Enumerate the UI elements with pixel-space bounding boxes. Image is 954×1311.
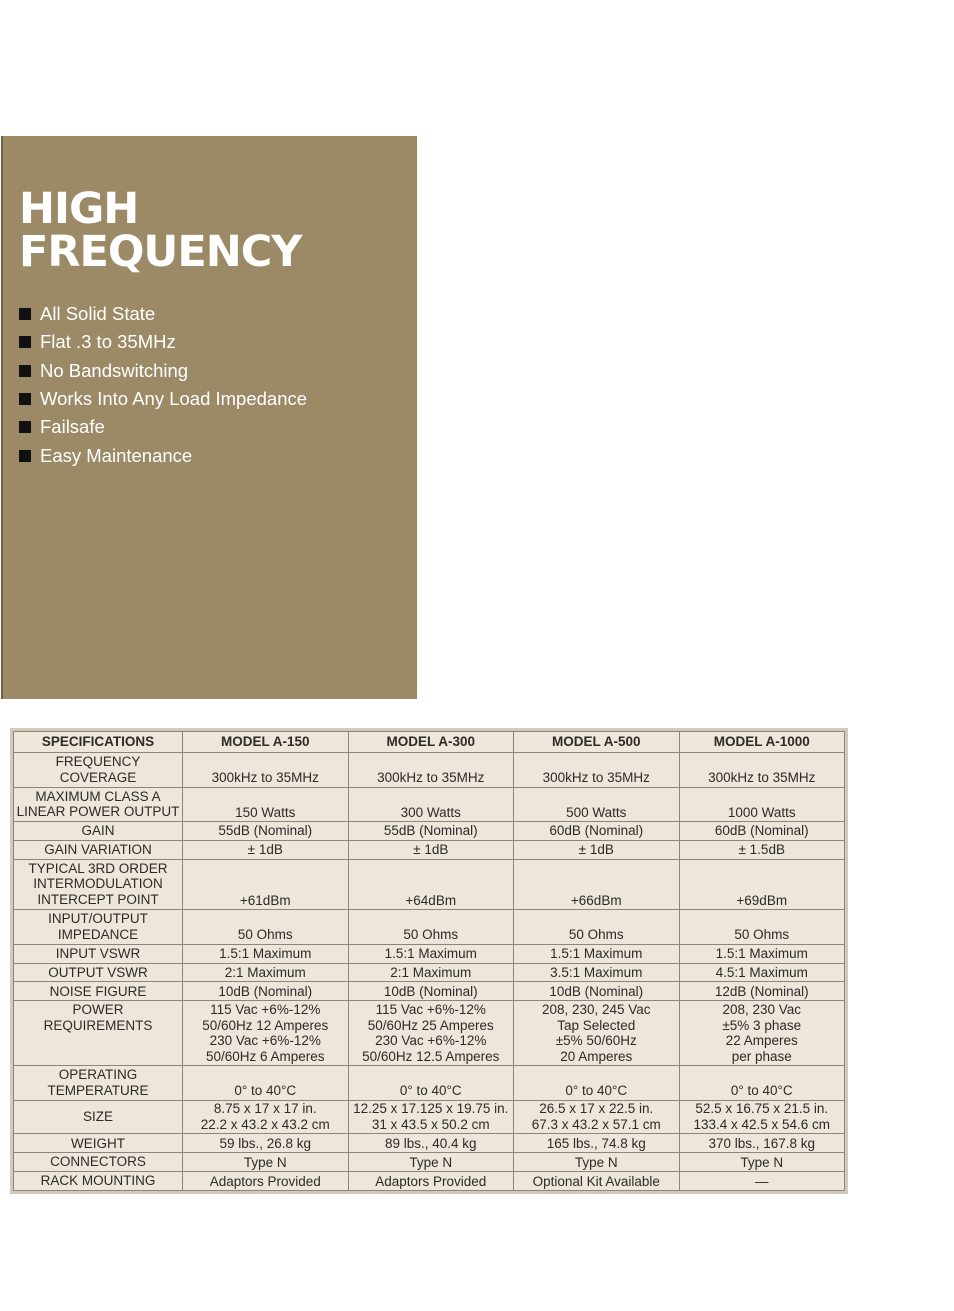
spec-label-cell bbox=[14, 1100, 183, 1134]
spec-value-cell bbox=[348, 1066, 514, 1101]
spec-value-line: 115 Vac +6%-12% bbox=[210, 1002, 321, 1018]
spec-value-cell bbox=[183, 822, 349, 841]
spec-value-line: +66dBm bbox=[570, 892, 622, 908]
spec-value-line: 26.5 x 17 x 22.5 in. bbox=[539, 1101, 654, 1117]
feature-item bbox=[19, 300, 307, 328]
table-row bbox=[14, 1066, 845, 1101]
square-bullet-icon bbox=[19, 336, 31, 348]
table-row bbox=[14, 787, 845, 822]
spec-value-line: +64dBm bbox=[405, 892, 457, 908]
spec-value-line: +69dBm bbox=[736, 892, 788, 908]
spec-value-line: 67.3 x 43.2 x 57.1 cm bbox=[531, 1116, 661, 1132]
square-bullet-icon bbox=[19, 450, 31, 462]
feature-item bbox=[19, 441, 307, 469]
spec-value-cell bbox=[679, 859, 845, 909]
spec-value-line: ± 1dB bbox=[413, 842, 449, 858]
spec-value-cell bbox=[348, 1001, 514, 1066]
spec-value-line: 208, 230, 245 Vac bbox=[541, 1002, 651, 1018]
header-cell: MODEL A-300 bbox=[348, 732, 514, 753]
spec-label-line: CONNECTORS bbox=[50, 1154, 146, 1170]
spec-value-line: 8.75 x 17 x 17 in. bbox=[213, 1101, 317, 1117]
spec-value-cell bbox=[514, 1134, 680, 1153]
spec-value-line: ±5% 50/60Hz bbox=[555, 1033, 637, 1049]
specifications-table bbox=[13, 731, 845, 1191]
table-row bbox=[14, 859, 845, 909]
spec-value-line: 31 x 43.5 x 50.2 cm bbox=[371, 1116, 490, 1132]
spec-value-cell bbox=[348, 1172, 514, 1191]
spec-value-line: 300 Watts bbox=[400, 804, 461, 820]
spec-value-cell bbox=[514, 910, 680, 945]
spec-value-line: 60dB (Nominal) bbox=[549, 823, 644, 839]
spec-value-cell bbox=[348, 1100, 514, 1134]
spec-value-cell bbox=[183, 910, 349, 945]
spec-label-line: TEMPERATURE bbox=[47, 1082, 149, 1098]
spec-value-cell bbox=[514, 822, 680, 841]
spec-label-line: INPUT/OUTPUT bbox=[48, 911, 148, 927]
table-row bbox=[14, 944, 845, 963]
spec-value-line: 50 Ohms bbox=[237, 927, 293, 943]
feature-text: All Solid State bbox=[40, 303, 156, 325]
spec-value-line: 12.25 x 17.125 x 19.75 in. bbox=[353, 1101, 509, 1117]
spec-label-cell bbox=[14, 753, 183, 788]
spec-label-cell bbox=[14, 963, 183, 982]
spec-value-cell bbox=[514, 1100, 680, 1134]
spec-label-line: RACK MOUNTING bbox=[40, 1173, 156, 1189]
spec-label-cell bbox=[14, 982, 183, 1001]
square-bullet-icon bbox=[19, 421, 31, 433]
headline bbox=[19, 184, 302, 277]
spec-value-line: Type N bbox=[574, 1154, 618, 1170]
header-cell: MODEL A-1000 bbox=[679, 732, 845, 753]
square-bullet-icon bbox=[19, 308, 31, 320]
spec-value-line: Type N bbox=[740, 1154, 784, 1170]
feature-text: No Bandswitching bbox=[40, 359, 189, 381]
spec-value-cell bbox=[348, 753, 514, 788]
spec-value-line: per phase bbox=[731, 1048, 792, 1064]
feature-text: Flat .3 to 35MHz bbox=[40, 331, 176, 353]
spec-label-cell bbox=[14, 822, 183, 841]
spec-value-line: 59 lbs., 26.8 kg bbox=[219, 1135, 312, 1151]
spec-label-line: WEIGHT bbox=[71, 1135, 125, 1151]
spec-value-cell bbox=[183, 1153, 349, 1172]
spec-value-cell bbox=[183, 1066, 349, 1101]
feature-text: Works Into Any Load Impedance bbox=[40, 388, 308, 410]
headline-line: FREQUENCY bbox=[19, 227, 302, 277]
header-cell: SPECIFICATIONS bbox=[14, 732, 183, 753]
square-bullet-icon bbox=[19, 365, 31, 377]
spec-label-cell bbox=[14, 859, 183, 909]
spec-value-cell bbox=[183, 1001, 349, 1066]
spec-value-cell bbox=[348, 787, 514, 822]
spec-value-line: 1.5:1 Maximum bbox=[550, 946, 643, 962]
spec-label-cell bbox=[14, 1134, 183, 1153]
spec-label-line: INPUT VSWR bbox=[55, 945, 141, 961]
spec-value-cell bbox=[679, 963, 845, 982]
feature-item bbox=[19, 357, 307, 385]
spec-value-line: Type N bbox=[243, 1154, 287, 1170]
spec-value-cell bbox=[679, 944, 845, 963]
table-row bbox=[14, 1134, 845, 1153]
spec-value-cell bbox=[679, 787, 845, 822]
spec-label-cell bbox=[14, 944, 183, 963]
spec-value-line: 50/60Hz 12 Amperes bbox=[202, 1017, 329, 1033]
spec-label-line: REQUIREMENTS bbox=[43, 1017, 153, 1033]
feature-list bbox=[19, 300, 307, 470]
spec-value-line: Tap Selected bbox=[557, 1017, 636, 1033]
spec-value-line: 2:1 Maximum bbox=[224, 964, 306, 980]
spec-label-line: COVERAGE bbox=[59, 769, 137, 785]
feature-text: Failsafe bbox=[40, 416, 105, 438]
spec-value-cell bbox=[183, 840, 349, 859]
spec-value-cell bbox=[514, 944, 680, 963]
spec-value-cell bbox=[348, 910, 514, 945]
spec-label-line: INTERCEPT POINT bbox=[37, 891, 159, 907]
spec-value-cell bbox=[348, 1134, 514, 1153]
spec-value-line: ±5% 3 phase bbox=[722, 1017, 802, 1033]
spec-value-cell bbox=[348, 1153, 514, 1172]
spec-value-cell bbox=[679, 1153, 845, 1172]
spec-value-line: 230 Vac +6%-12% bbox=[209, 1033, 321, 1049]
spec-value-cell bbox=[514, 753, 680, 788]
spec-value-line: 50 Ohms bbox=[568, 927, 624, 943]
spec-label-line: SIZE bbox=[82, 1109, 113, 1125]
spec-value-line: 10dB (Nominal) bbox=[383, 983, 478, 999]
table-header-row bbox=[14, 732, 845, 753]
spec-value-cell bbox=[679, 1172, 845, 1191]
brochure-cover-panel bbox=[1, 136, 417, 699]
spec-value-cell bbox=[679, 982, 845, 1001]
spec-value-cell bbox=[183, 1134, 349, 1153]
spec-value-cell bbox=[514, 963, 680, 982]
square-bullet-icon bbox=[19, 393, 31, 405]
table-row bbox=[14, 840, 845, 859]
spec-value-line: 300kHz to 35MHz bbox=[211, 770, 319, 786]
spec-value-line: 370 lbs., 167.8 kg bbox=[708, 1135, 816, 1151]
spec-value-line: 1.5:1 Maximum bbox=[384, 946, 477, 962]
spec-value-cell bbox=[348, 963, 514, 982]
spec-label-line: OUTPUT VSWR bbox=[48, 964, 148, 980]
table-row bbox=[14, 963, 845, 982]
spec-value-line: 1.5:1 Maximum bbox=[219, 946, 312, 962]
spec-value-cell bbox=[183, 859, 349, 909]
spec-value-cell bbox=[679, 1100, 845, 1134]
spec-value-cell bbox=[679, 840, 845, 859]
table-row bbox=[14, 1001, 845, 1066]
spec-value-cell bbox=[514, 1172, 680, 1191]
table-row bbox=[14, 1153, 845, 1172]
table-row bbox=[14, 1100, 845, 1134]
spec-value-line: Optional Kit Available bbox=[532, 1173, 660, 1189]
spec-value-line: 0° to 40°C bbox=[565, 1083, 628, 1099]
spec-value-line: 12dB (Nominal) bbox=[714, 983, 809, 999]
spec-label-cell bbox=[14, 787, 183, 822]
spec-value-line: 208, 230 Vac bbox=[722, 1002, 802, 1018]
spec-value-cell bbox=[183, 787, 349, 822]
spec-value-line: 230 Vac +6%-12% bbox=[375, 1033, 487, 1049]
spec-label-line: INTERMODULATION bbox=[33, 876, 163, 892]
spec-value-line: 115 Vac +6%-12% bbox=[375, 1002, 486, 1018]
spec-value-cell bbox=[348, 840, 514, 859]
spec-value-line: 60dB (Nominal) bbox=[714, 823, 809, 839]
spec-value-line: 1.5:1 Maximum bbox=[715, 946, 808, 962]
spec-label-line: OPERATING bbox=[58, 1067, 138, 1083]
table-body bbox=[14, 753, 845, 1191]
table-row bbox=[14, 753, 845, 788]
spec-value-line: 55dB (Nominal) bbox=[383, 823, 478, 839]
spec-value-cell bbox=[514, 1066, 680, 1101]
feature-item bbox=[19, 328, 307, 356]
spec-value-line: 300kHz to 35MHz bbox=[377, 770, 485, 786]
spec-value-line: — bbox=[755, 1173, 769, 1189]
spec-value-line: 2:1 Maximum bbox=[390, 964, 472, 980]
headline-line: HIGH bbox=[19, 184, 139, 234]
table-row bbox=[14, 910, 845, 945]
spec-value-line: Type N bbox=[409, 1154, 453, 1170]
spec-value-line: 500 Watts bbox=[566, 804, 627, 820]
spec-label-line: GAIN bbox=[81, 823, 115, 839]
spec-label-cell bbox=[14, 1172, 183, 1191]
spec-value-cell bbox=[679, 1066, 845, 1101]
spec-value-cell bbox=[514, 1001, 680, 1066]
spec-value-line: 10dB (Nominal) bbox=[218, 983, 313, 999]
spec-value-line: 89 lbs., 40.4 kg bbox=[384, 1135, 477, 1151]
spec-value-line: Adaptors Provided bbox=[209, 1173, 321, 1189]
spec-value-cell bbox=[183, 982, 349, 1001]
spec-label-line: FREQUENCY bbox=[55, 754, 141, 769]
spec-value-line: 10dB (Nominal) bbox=[549, 983, 644, 999]
spec-value-line: 52.5 x 16.75 x 21.5 in. bbox=[695, 1101, 829, 1117]
spec-value-cell bbox=[348, 859, 514, 909]
spec-value-cell bbox=[514, 982, 680, 1001]
spec-value-line: 300kHz to 35MHz bbox=[708, 770, 816, 786]
spec-value-line: ± 1dB bbox=[247, 842, 283, 858]
spec-value-line: 50 Ohms bbox=[734, 927, 790, 943]
spec-value-line: 0° to 40°C bbox=[730, 1083, 793, 1099]
spec-value-line: 22.2 x 43.2 x 43.2 cm bbox=[200, 1116, 330, 1132]
spec-label-line: IMPEDANCE bbox=[57, 926, 139, 942]
spec-value-line: ± 1dB bbox=[578, 842, 614, 858]
spec-label-line: NOISE FIGURE bbox=[49, 983, 147, 999]
spec-value-line: 22 Amperes bbox=[725, 1033, 798, 1049]
spec-label-cell bbox=[14, 840, 183, 859]
spec-value-line: 0° to 40°C bbox=[234, 1083, 297, 1099]
spec-value-line: 50/60Hz 25 Amperes bbox=[367, 1017, 494, 1033]
spec-label-cell bbox=[14, 910, 183, 945]
spec-value-cell bbox=[348, 982, 514, 1001]
spec-label-line: LINEAR POWER OUTPUT bbox=[16, 804, 180, 820]
spec-value-line: 20 Amperes bbox=[560, 1048, 633, 1064]
spec-value-cell bbox=[183, 963, 349, 982]
spec-label-cell bbox=[14, 1066, 183, 1101]
spec-value-cell bbox=[514, 840, 680, 859]
spec-value-cell bbox=[183, 753, 349, 788]
feature-item bbox=[19, 385, 307, 413]
spec-value-cell bbox=[183, 1100, 349, 1134]
spec-value-cell bbox=[679, 910, 845, 945]
spec-value-line: 4.5:1 Maximum bbox=[715, 964, 808, 980]
spec-value-line: +61dBm bbox=[239, 892, 291, 908]
spec-value-line: 50 Ohms bbox=[403, 927, 459, 943]
spec-value-line: 1000 Watts bbox=[727, 804, 796, 820]
spec-value-line: 165 lbs., 74.8 kg bbox=[546, 1135, 646, 1151]
feature-item bbox=[19, 413, 307, 441]
spec-value-line: 133.4 x 42.5 x 54.6 cm bbox=[693, 1116, 831, 1132]
spec-value-cell bbox=[183, 1172, 349, 1191]
spec-value-cell bbox=[679, 753, 845, 788]
spec-value-cell bbox=[514, 859, 680, 909]
spec-value-line: 150 Watts bbox=[235, 804, 296, 820]
spec-value-line: ± 1.5dB bbox=[738, 842, 785, 858]
spec-label-line: POWER bbox=[72, 1002, 124, 1018]
table-row bbox=[14, 822, 845, 841]
spec-label-line: TYPICAL 3RD ORDER bbox=[28, 860, 168, 876]
spec-value-cell bbox=[348, 822, 514, 841]
spec-value-line: 300kHz to 35MHz bbox=[542, 770, 650, 786]
spec-label-cell bbox=[14, 1001, 183, 1066]
spec-value-cell bbox=[348, 944, 514, 963]
spec-value-cell bbox=[183, 944, 349, 963]
spec-label-cell bbox=[14, 1153, 183, 1172]
spec-value-cell bbox=[679, 1001, 845, 1066]
spec-value-line: Adaptors Provided bbox=[375, 1173, 487, 1189]
spec-value-line: 0° to 40°C bbox=[399, 1083, 462, 1099]
spec-value-cell bbox=[679, 822, 845, 841]
spec-value-cell bbox=[679, 1134, 845, 1153]
table-row bbox=[14, 982, 845, 1001]
spec-value-line: 50/60Hz 12.5 Amperes bbox=[362, 1048, 500, 1064]
spec-value-cell bbox=[514, 787, 680, 822]
spec-value-line: 55dB (Nominal) bbox=[218, 823, 313, 839]
feature-text: Easy Maintenance bbox=[40, 444, 193, 466]
header-cell: MODEL A-500 bbox=[514, 732, 680, 753]
spec-label-line: MAXIMUM CLASS A bbox=[35, 788, 161, 804]
spec-value-line: 50/60Hz 6 Amperes bbox=[205, 1048, 325, 1064]
spec-value-line: 3.5:1 Maximum bbox=[550, 964, 643, 980]
header-cell: MODEL A-150 bbox=[183, 732, 349, 753]
table-row bbox=[14, 1172, 845, 1191]
spec-label-line: GAIN VARIATION bbox=[44, 842, 152, 858]
specifications-table-frame bbox=[10, 728, 848, 1194]
spec-value-cell bbox=[514, 1153, 680, 1172]
